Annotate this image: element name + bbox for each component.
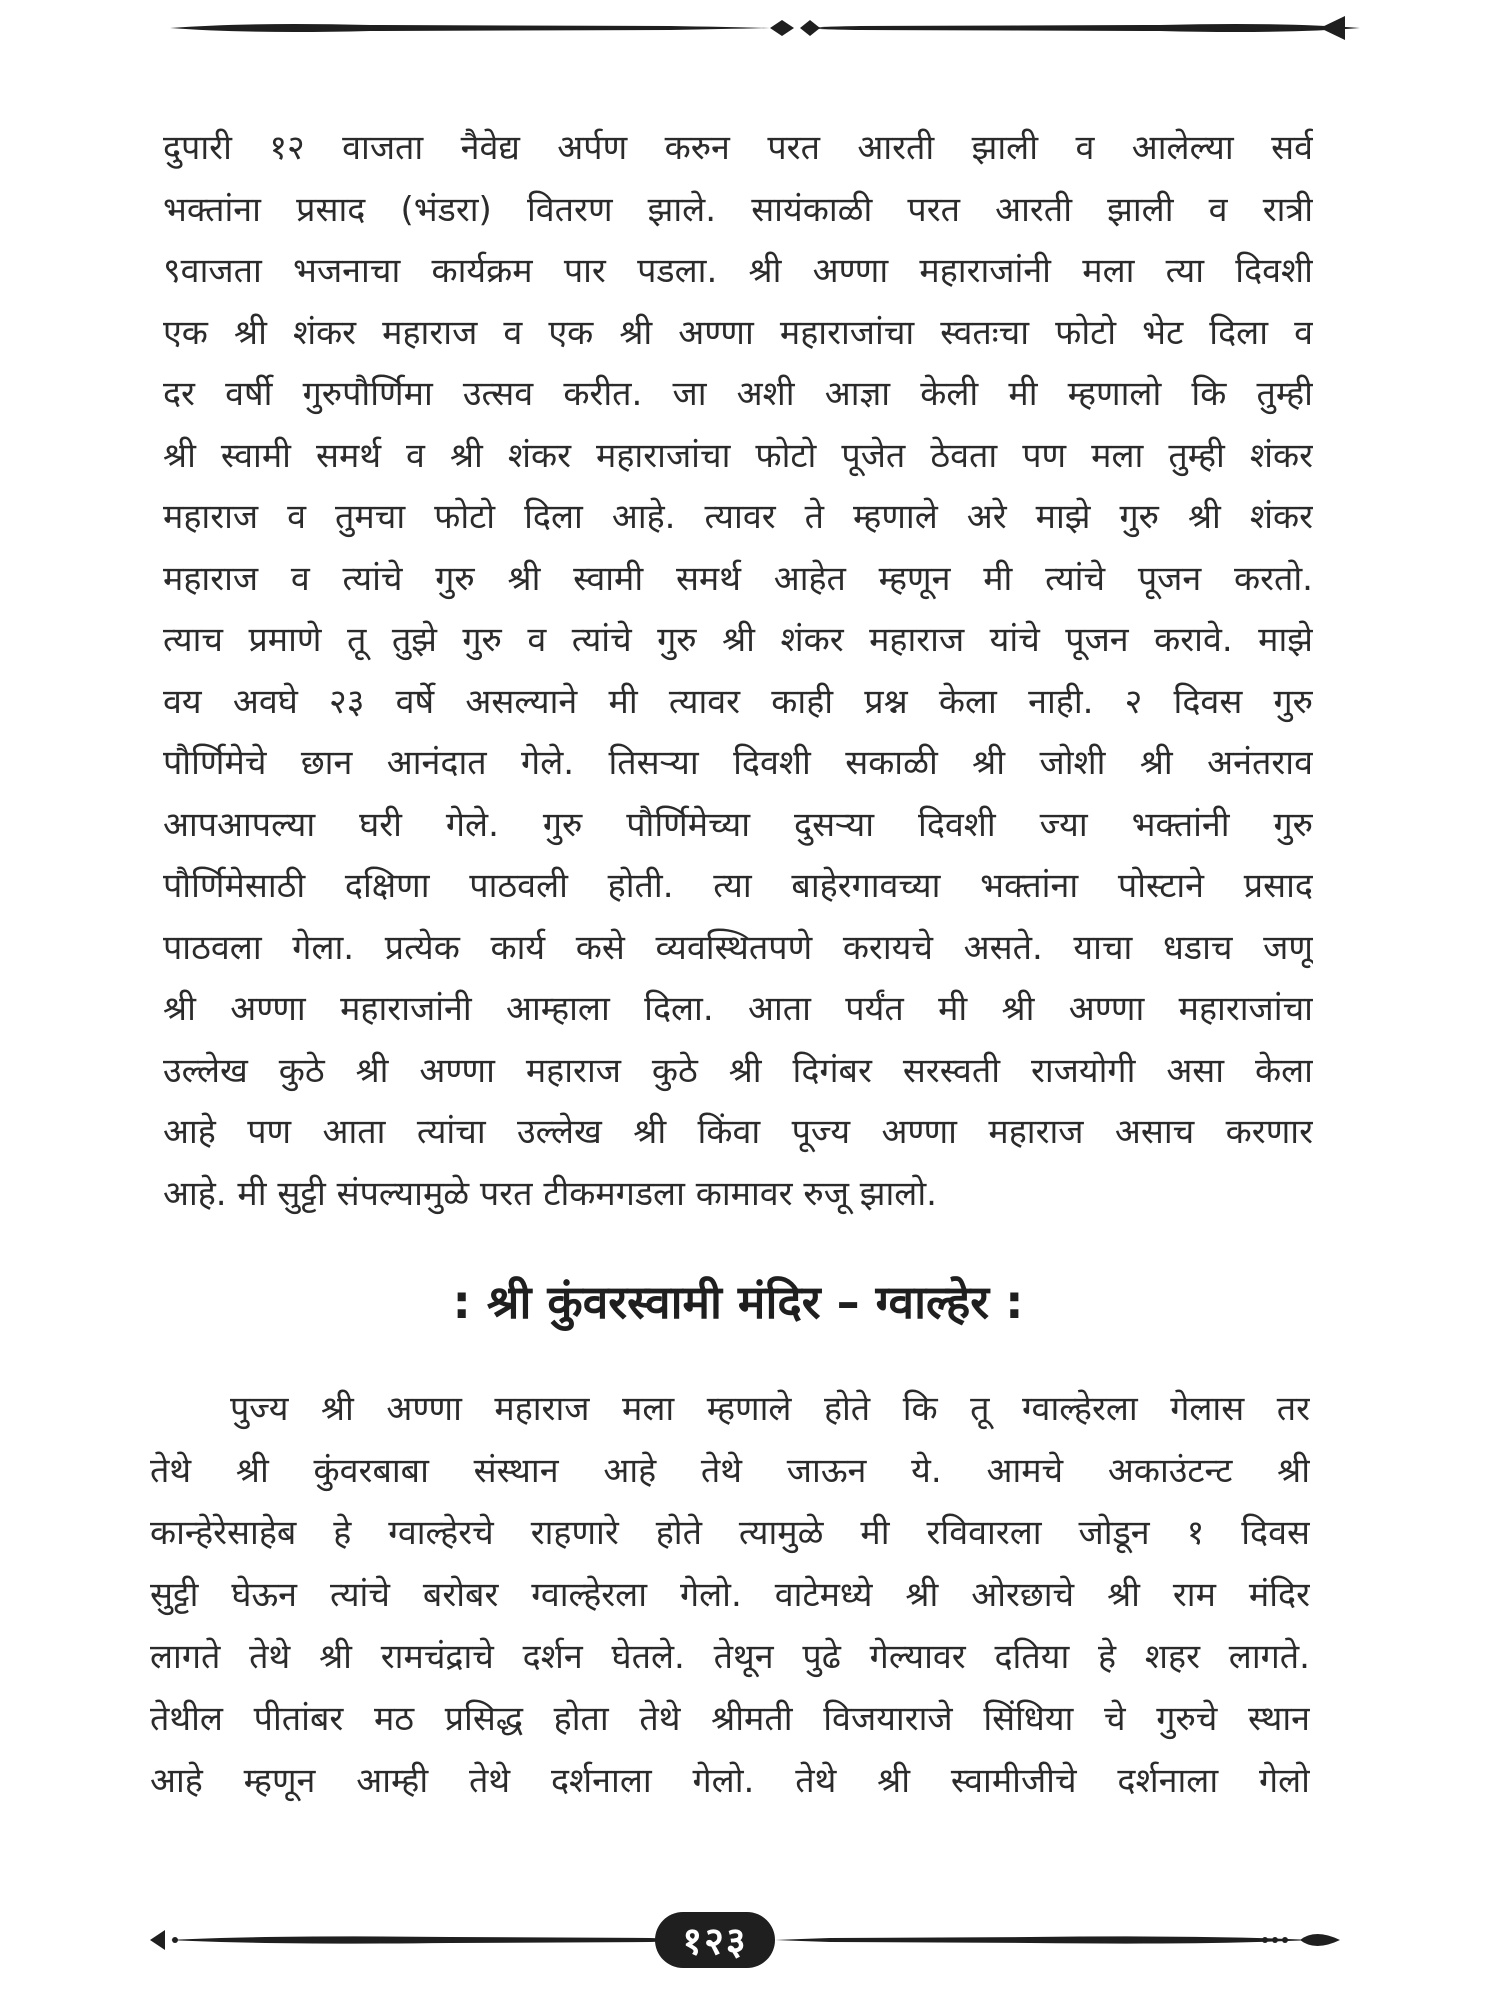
text-line: पाठवला गेला. प्रत्येक कार्य कसे व्यवस्थितपणे करायचे असते. याचा धडाच जणू [163, 927, 1313, 968]
text-line: वय अवघे २३ वर्षे असल्याने मी त्यावर काही प्रश्न केला नाही. २ दिवस गुरु [163, 681, 1313, 722]
text-line: आपआपल्या घरी गेले. गुरु पौर्णिमेच्या दुसऱ्या दिवशी ज्या भक्तांनी गुरु [163, 804, 1313, 845]
text-line: महाराज व तुमचा फोटो दिला आहे. त्यावर ते म्हणाले अरे माझे गुरु श्री शंकर [163, 497, 1313, 537]
text-line: दुपारी १२ वाजता नैवेद्य अर्पण करुन परत आरती झाली व आलेल्या सर्व [163, 128, 1313, 168]
text-line: सुट्टी घेऊन त्यांचे बरोबर ग्वाल्हेरला गेलो. वाटेमध्ये श्री ओरछाचे श्री राम मंदिर [150, 1575, 1310, 1615]
text-line: उल्लेख कुठे श्री अण्णा महाराज कुठे श्री दिगंबर सरस्वती राजयोगी असा केला [163, 1050, 1313, 1091]
text-line: भक्तांना प्रसाद (भंडरा) वितरण झाले. सायंकाळी परत आरती झाली व रात्री [163, 189, 1313, 230]
text-line: श्री स्वामी समर्थ व श्री शंकर महाराजांचा फोटो पूजेत ठेवता पण मला तुम्ही शंकर [163, 435, 1313, 476]
text-line: महाराज व त्यांचे गुरु श्री स्वामी समर्थ आहेत म्हणून मी त्यांचे पूजन करतो. [163, 558, 1313, 599]
text-line: लागते तेथे श्री रामचंद्राचे दर्शन घेतले. तेथून पुढे गेल्यावर दतिया हे शहर लागते. [150, 1637, 1310, 1677]
text-line: कान्हेरेसाहेब हे ग्वाल्हेरचे राहणारे होते त्यामुळे मी रविवारला जोडून १ दिवस [150, 1513, 1310, 1553]
text-line: आहे पण आता त्यांचा उल्लेख श्री किंवा पूज्य अण्णा महाराज असाच करणार [163, 1112, 1313, 1152]
text-line: पौर्णिमेचे छान आनंदात गेले. तिसऱ्या दिवशी सकाळी श्री जोशी श्री अनंतराव [163, 743, 1313, 783]
text-line: दर वर्षी गुरुपौर्णिमा उत्सव करीत. जा अशी आज्ञा केली मी म्हणालो कि तुम्ही [163, 374, 1313, 414]
text-line: आहे. मी सुट्टी संपल्यामुळे परत टीकमगडला कामावर रुजू झालो. [163, 1173, 937, 1214]
section-heading: : श्री कुंवरस्वामी मंदिर – ग्वाल्हेर : [452, 1275, 1024, 1329]
top-ornament [170, 8, 1360, 48]
second-paragraph [150, 1378, 1310, 1812]
text-line: पौर्णिमेसाठी दक्षिणा पाठवली होती. त्या बाहेरगावच्या भक्तांना पोस्टाने प्रसाद [163, 866, 1313, 906]
text-line: श्री अण्णा महाराजांनी आम्हाला दिला. आता पर्यंत मी श्री अण्णा महाराजांचा [163, 989, 1313, 1029]
body-paragraph [163, 118, 1313, 1225]
text-line: पुज्य श्री अण्णा महाराज मला म्हणाले होते कि तू ग्वाल्हेरला गेलास तर [230, 1389, 1310, 1429]
page-number: १२३ [655, 1912, 775, 1968]
text-line: एक श्री शंकर महाराज व एक श्री अण्णा महाराजांचा स्वतःचा फोटो भेट दिला व [163, 312, 1313, 353]
text-line: तेथे श्री कुंवरबाबा संस्थान आहे तेथे जाऊन ये. आमचे अकाउंटन्ट श्री [150, 1451, 1310, 1491]
text-line: आहे म्हणून आम्ही तेथे दर्शनाला गेलो. तेथे श्री स्वामीजीचे दर्शनाला गेलो [150, 1761, 1310, 1801]
text-line: तेथील पीतांबर मठ प्रसिद्ध होता तेथे श्रीमती विजयाराजे सिंधिया चे गुरुचे स्थान [150, 1699, 1310, 1739]
text-line: ९वाजता भजनाचा कार्यक्रम पार पडला. श्री अण्णा महाराजांनी मला त्या दिवशी [163, 251, 1313, 291]
text-line: त्याच प्रमाणे तू तुझे गुरु व त्यांचे गुरु श्री शंकर महाराज यांचे पूजन करावे. माझे [163, 620, 1313, 660]
